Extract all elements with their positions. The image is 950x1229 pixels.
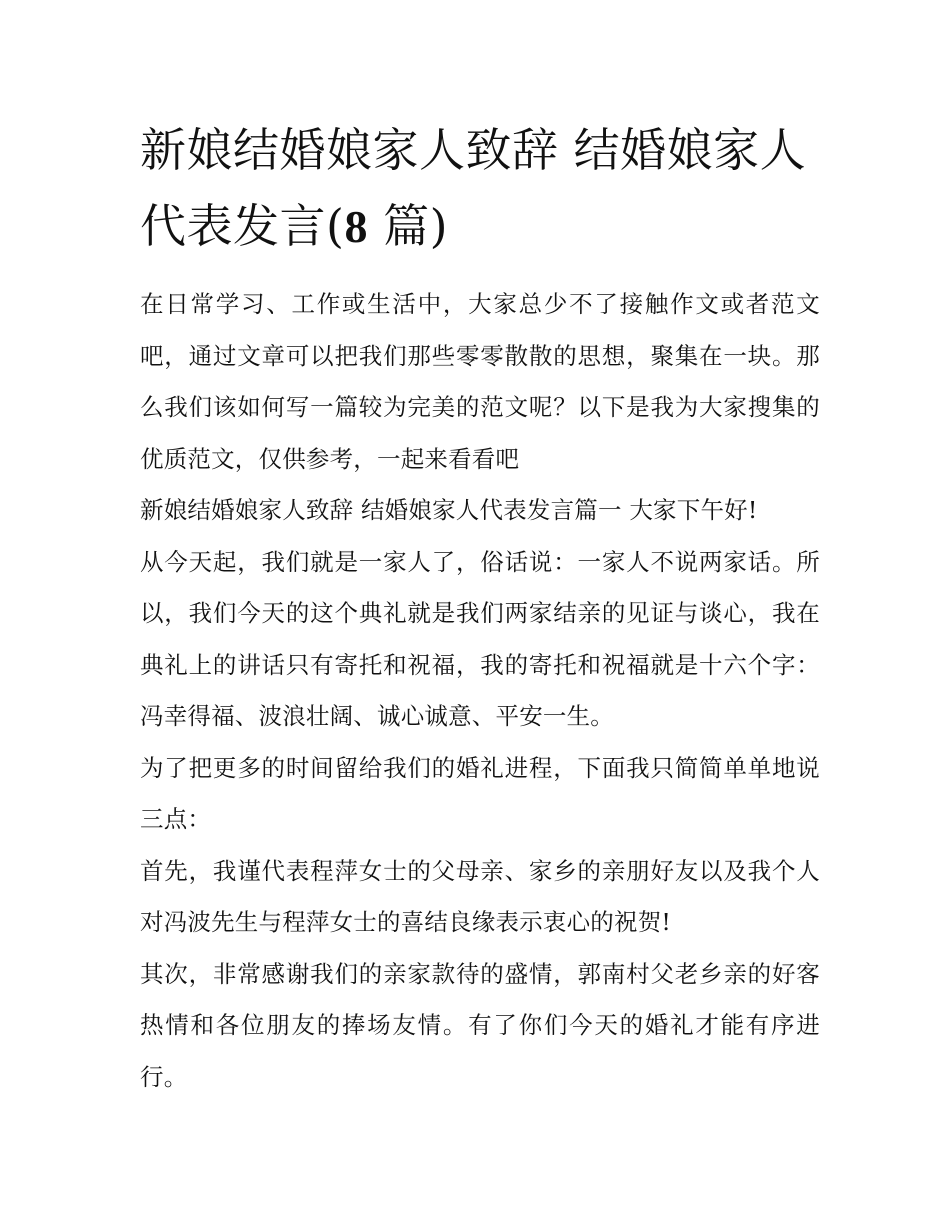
title-number: 8 <box>344 201 368 252</box>
body-paragraph: 首先，我谨代表程萍女士的父母亲、家乡的亲朋好友以及我个人对冯波先生与程萍女士的喜结良缘表示衷心的祝贺! <box>140 856 820 936</box>
document-page <box>140 112 820 1103</box>
section-heading-paragraph: 新娘结婚娘家人致辞 结婚娘家人代表发言篇一 大家下午好! <box>140 496 758 524</box>
body-paragraph: 其次，非常感谢我们的亲家款待的盛情，郭南村父老乡亲的好客热情和各位朋友的捧场友情。有了你们今天的婚礼才能有序进行。 <box>140 959 820 1091</box>
intro-paragraph: 在日常学习、工作或生活中，大家总少不了接触作文或者范文吧，通过文章可以把我们那些零零散散的思想，聚集在一块。那么我们该如何写一篇较为完美的范文呢？以下是我为大家搜集的优质范文，仅供参考，一起来看看吧 <box>140 290 820 473</box>
title-text-part2: 篇) <box>367 199 449 253</box>
document-title <box>140 112 820 265</box>
body-paragraph: 为了把更多的时间留给我们的婚礼进程，下面我只简简单单地说三点： <box>140 753 820 833</box>
title-text-part1: 新娘结婚娘家人致辞 结婚娘家人代表发言( <box>140 123 807 253</box>
body-paragraph: 从今天起，我们就是一家人了，俗话说：一家人不说两家话。所以，我们今天的这个典礼就是我们两家结亲的见证与谈心，我在典礼上的讲话只有寄托和祝福，我的寄托和祝福就是十六个字：冯幸得福、波浪壮阔、诚心诚意、平安一生。 <box>140 547 820 730</box>
